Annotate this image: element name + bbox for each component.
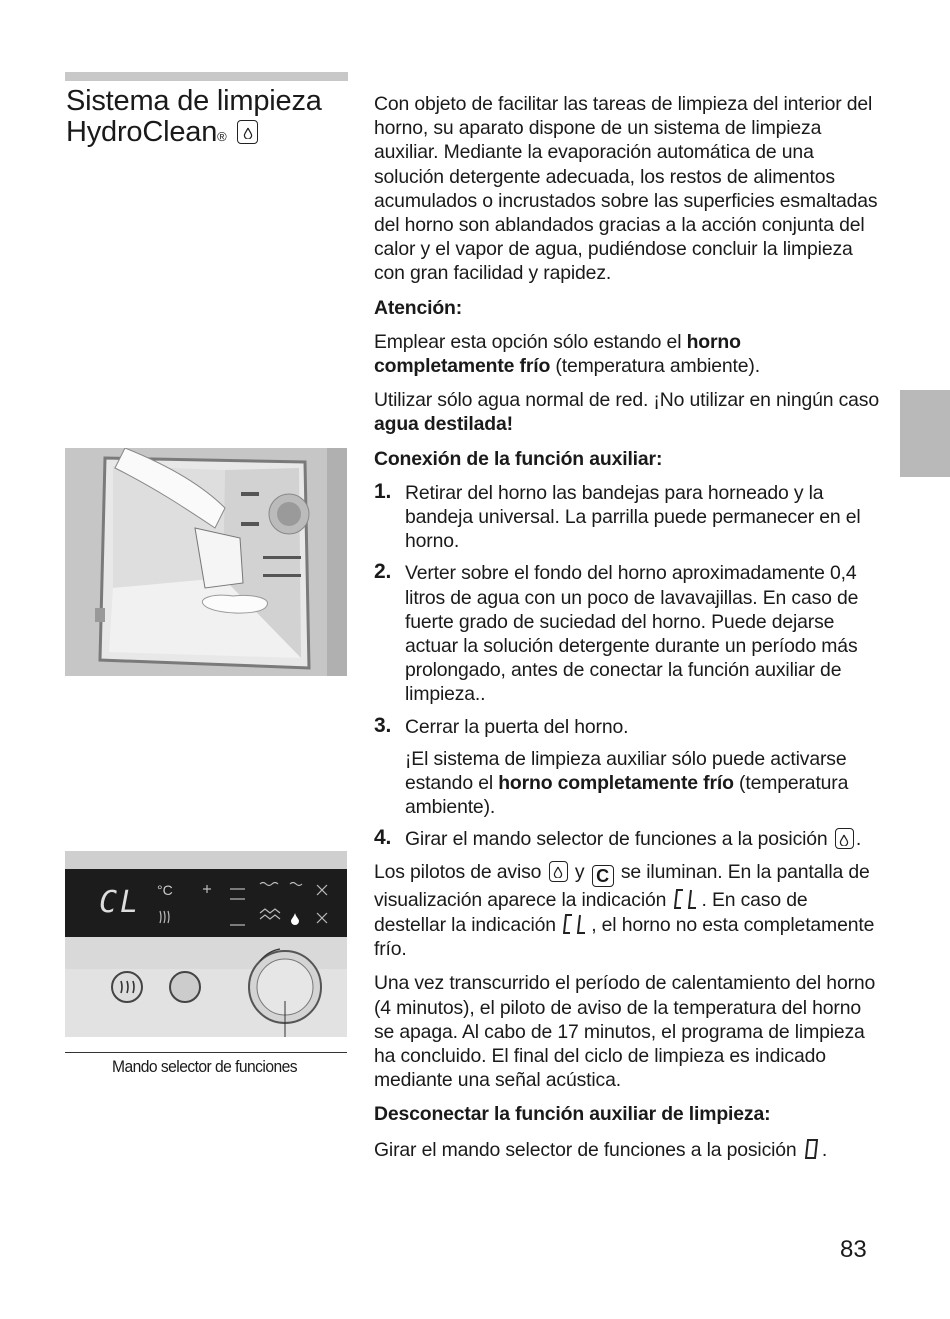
step-3-note-text: ¡El sistema de limpieza auxiliar sólo puede activarse estando el — [405, 747, 847, 795]
intro-paragraph: Con objeto de facilitar las tareas de limpieza del interior del horno, su aparato dispone de un sistema de limpieza auxiliar. Mediante la evaporación automática de una solución detergente adecuada, los restos de alimentos acumulados o incrustados sobre las superficies esmaltadas del horno son ablandados gracias a la acción conjunta del calor y el vapor de agua, pudiéndose concluir la limpieza con gran facilidad y rapidez. — [374, 93, 878, 285]
attention-p1-tail: (temperatura ambiente). — [550, 355, 760, 378]
connect-heading: Conexión de la función auxiliar: — [374, 447, 663, 470]
panel-display-text: CL — [99, 885, 142, 920]
after-paragraph: Una vez transcurrido el período de calentamiento del horno (4 minutos), el piloto de aviso de la temperatura del horno se apaga. Al cabo de 17 minutos, el programa de limpieza ha concluido. El final del ciclo de limpieza es indicado mediante una señal acústica. — [374, 972, 876, 1092]
attention-heading: Atención: — [374, 296, 463, 319]
pilots-text-1: Los pilotos de aviso — [374, 860, 542, 883]
step-1 — [374, 481, 884, 554]
page-number: 83 — [840, 1236, 867, 1263]
oven-pouring-illustration — [65, 448, 347, 676]
main-text-column — [374, 92, 884, 1172]
control-panel-illustration — [65, 851, 347, 1037]
step-3-text: Cerrar la puerta del horno. — [405, 715, 629, 738]
disconnect-end: . — [821, 1138, 828, 1161]
step-2 — [374, 561, 884, 706]
step-3-note — [374, 747, 884, 820]
svg-text:°C: °C — [157, 882, 173, 898]
cl-flashing-display-icon — [563, 912, 589, 936]
disconnect-paragraph — [374, 1137, 884, 1162]
zero-position-icon — [804, 1137, 820, 1161]
title-line-2: HydroClean — [66, 116, 218, 148]
step-4-text: Girar el mando selector de funciones a la posición — [405, 828, 828, 851]
step-1-text: Retirar del horno las bandejas para horneado y la bandeja universal. La parrilla puede permanecer en el horno. — [405, 481, 861, 553]
pilots-text-3: se iluminan. En la pantalla de visualización aparece la indicación — [374, 860, 870, 911]
drop-pilot-icon — [549, 861, 568, 882]
pilots-text-5: , el horno no esta completamente frío. — [374, 913, 875, 961]
step-4-number: 4. — [374, 826, 392, 850]
step-2-number: 2. — [374, 560, 392, 584]
drop-position-icon — [835, 828, 854, 849]
step-4-end: . — [855, 828, 862, 851]
step-3-note-bold: horno completamente frío — [498, 772, 734, 795]
attention-p2-text: Utilizar sólo agua normal de red. ¡No utilizar en ningún caso — [374, 389, 879, 412]
temperature-pilot-icon: C — [592, 865, 614, 887]
step-1-number: 1. — [374, 479, 392, 503]
attention-p2-bold: agua destilada! — [374, 413, 513, 436]
attention-p1-text: Emplear esta opción sólo estando el — [374, 330, 687, 353]
step-4 — [374, 827, 884, 851]
chapter-tab-marker — [900, 390, 950, 477]
figure-caption: Mando selector de funciones — [112, 1057, 298, 1076]
attention-p1-bold: horno completamente frío — [374, 330, 741, 378]
step-3-note-tail: (temperatura ambiente). — [405, 772, 849, 819]
hydroclean-drop-icon — [237, 120, 258, 144]
disconnect-text: Girar el mando selector de funciones a la posición — [374, 1138, 797, 1161]
cl-display-icon — [674, 887, 700, 911]
registered-mark: ® — [217, 129, 227, 144]
disconnect-heading: Desconectar la función auxiliar de limpieza: — [374, 1103, 771, 1126]
pilots-text-4: . En caso de destellar la indicación — [374, 888, 808, 936]
attention-paragraph-1 — [374, 330, 884, 378]
pilots-text-2: y — [574, 860, 585, 883]
title-line-1: Sistema de limpieza — [66, 85, 322, 117]
pilots-paragraph — [374, 860, 884, 962]
caption-leader-line — [65, 1052, 347, 1053]
step-3-number: 3. — [374, 713, 392, 737]
step-3 — [374, 715, 884, 739]
attention-paragraph-2 — [374, 388, 884, 436]
step-2-text: Verter sobre el fondo del horno aproximadamente 0,4 litros de agua con un poco de lavavajillas. En caso de fuerte grado de suciedad del horno. Puede dejarse actuar la solución detergente durante un período más prolongado, antes de conectar la función auxiliar de limpieza.. — [405, 562, 859, 706]
section-title — [66, 86, 356, 148]
section-top-rule — [65, 72, 348, 81]
